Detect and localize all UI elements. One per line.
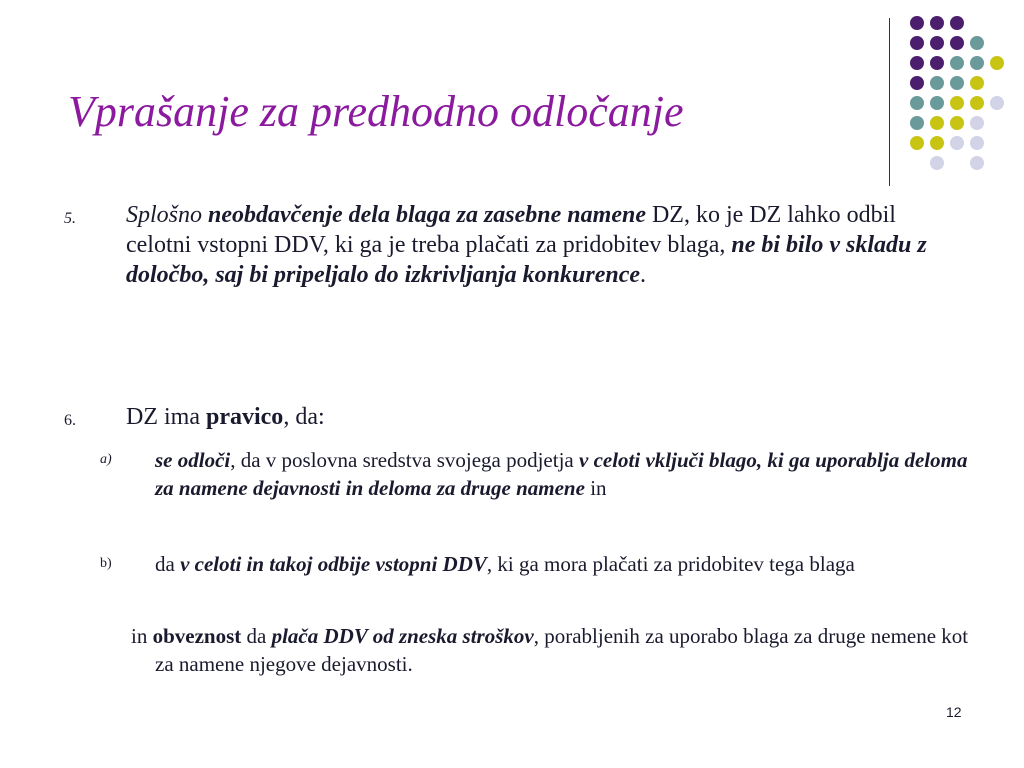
- sub-item-a: [155, 446, 970, 502]
- dot: [930, 116, 944, 130]
- dot: [950, 16, 964, 30]
- dot: [910, 36, 924, 50]
- dot: [910, 56, 924, 70]
- sub-a-text-1: se odloči: [155, 448, 231, 472]
- tail-text-1: in: [131, 624, 153, 648]
- dot: [970, 156, 984, 170]
- dot: [930, 156, 944, 170]
- dot: [970, 76, 984, 90]
- sub-a-text-3: v celoti vključi blago, ki ga uporablja deloma za namene dejavnosti in deloma za druge namene: [155, 448, 968, 500]
- dot: [930, 16, 944, 30]
- item5-text-5: .: [640, 262, 647, 288]
- list-item-6: [126, 402, 966, 432]
- dot: [910, 96, 924, 110]
- tail-text-2: obveznost: [152, 624, 242, 648]
- dot: [910, 76, 924, 90]
- dot: [950, 136, 964, 150]
- list-number-6: 6.: [64, 412, 76, 429]
- title-divider: [889, 18, 890, 186]
- tail-text-4: plača DDV od zneska stroškov: [271, 624, 534, 648]
- dot: [910, 16, 924, 30]
- dot: [930, 36, 944, 50]
- dot: [950, 76, 964, 90]
- sub-item-b: [155, 550, 945, 578]
- sub-b-text-3: , ki ga mora plačati za pridobitev tega blaga: [486, 552, 855, 576]
- dot: [970, 56, 984, 70]
- item5-text-1: Splošno: [126, 202, 209, 228]
- dot: [970, 36, 984, 50]
- sub-a-text-2: , da v poslovna sredstva svojega podjetja: [230, 448, 579, 472]
- dot: [930, 76, 944, 90]
- dot: [970, 136, 984, 150]
- sub-marker-b: b): [100, 556, 112, 571]
- list-item-5: [126, 200, 966, 290]
- item5-text-2: neobdavčenje dela blaga za zasebne namene: [208, 202, 646, 228]
- slide-title: Vprašanje za predhodno odločanje: [68, 87, 684, 136]
- item5-text-4: ne bi bilo v skladu z določbo, saj bi pripeljalo do izkrivljanja konkurence: [126, 232, 927, 288]
- sub-marker-a: a): [100, 452, 112, 467]
- page-number: 12: [946, 704, 962, 720]
- sub-b-text-1: da: [155, 552, 181, 576]
- item5-text-3: DZ, ko je DZ lahko odbil celotni vstopni DDV, ki ga je treba plačati za pridobitev blaga,: [126, 202, 896, 258]
- dot: [930, 56, 944, 70]
- dot: [910, 116, 924, 130]
- dot: [950, 56, 964, 70]
- sub-a-text-4: in: [584, 476, 607, 500]
- dot: [950, 36, 964, 50]
- dot: [910, 136, 924, 150]
- dot: [990, 56, 1004, 70]
- dot: [990, 96, 1004, 110]
- dot: [930, 136, 944, 150]
- dot: [970, 96, 984, 110]
- item6-text-2: pravico: [205, 404, 284, 430]
- dot: [950, 116, 964, 130]
- item6-text-1: DZ ima: [126, 404, 206, 430]
- tail-text-5: , porabljenih za uporabo blaga za druge nemene kot za namene njegove dejavnosti.: [155, 624, 969, 676]
- dot: [930, 96, 944, 110]
- dot: [970, 116, 984, 130]
- tail-text-3: da: [241, 624, 272, 648]
- closing-paragraph: [131, 622, 970, 678]
- dot: [950, 96, 964, 110]
- list-number-5: 5.: [64, 210, 76, 227]
- item6-text-3: , da:: [283, 404, 325, 430]
- sub-b-text-2: v celoti in takoj odbije vstopni DDV: [180, 552, 487, 576]
